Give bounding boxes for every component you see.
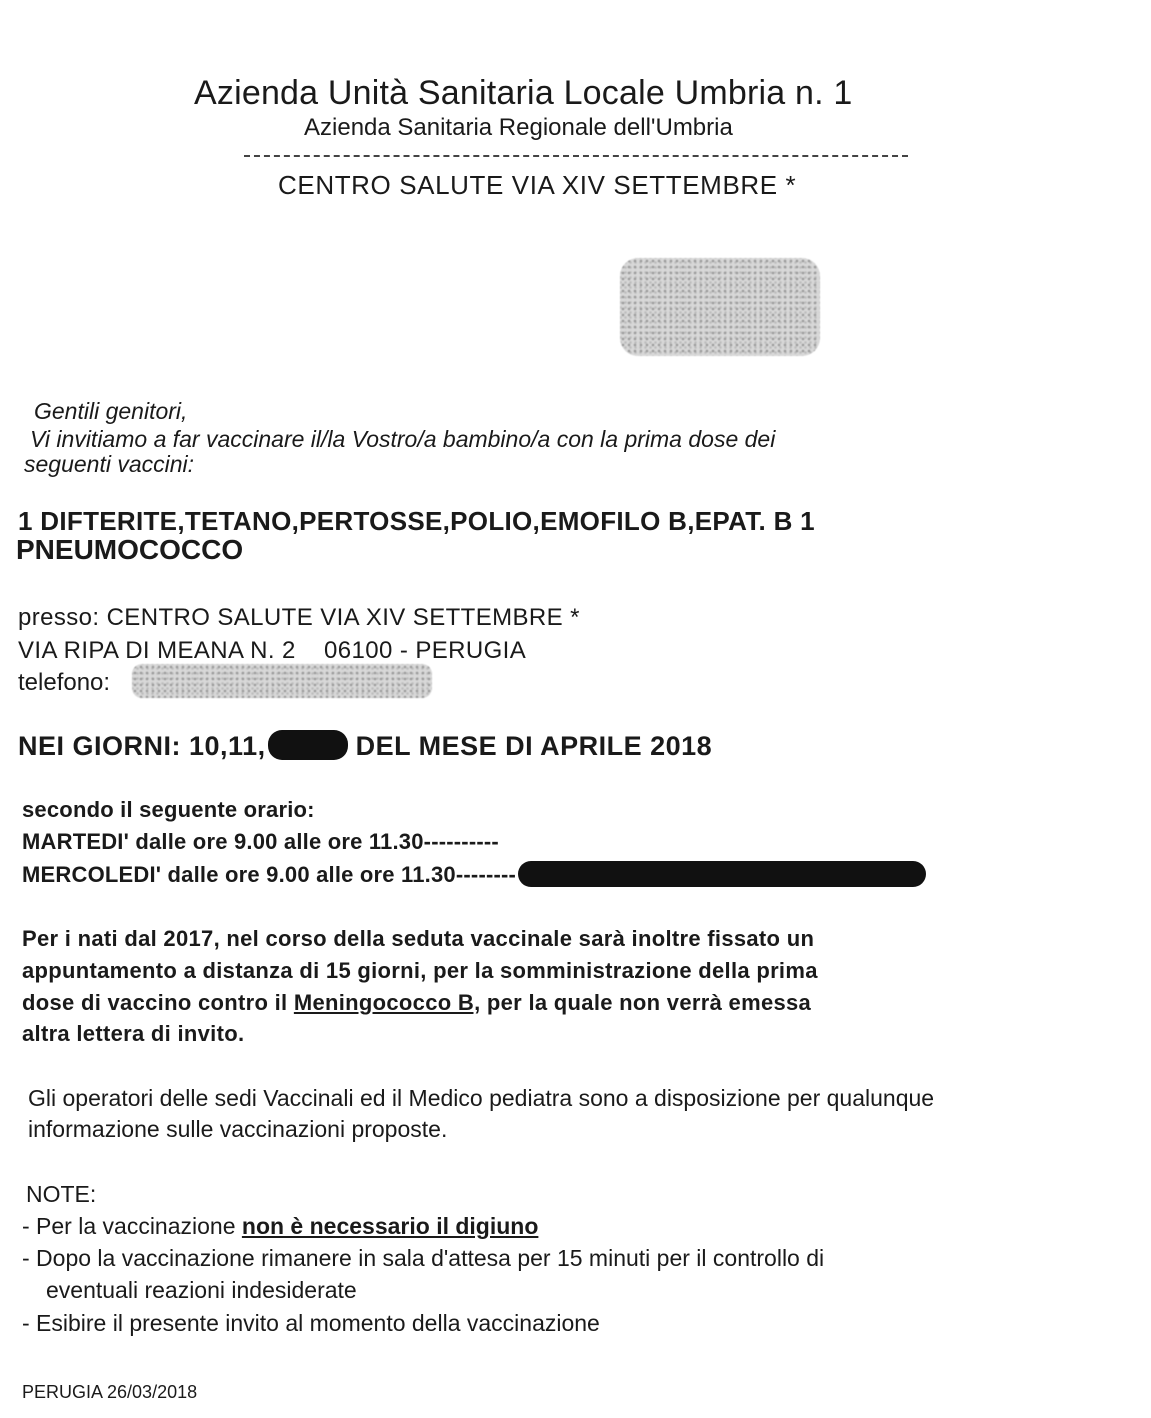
location-presso: presso: CENTRO SALUTE VIA XIV SETTEMBRE * (18, 604, 580, 631)
location-address: VIA RIPA DI MEANA N. 2 06100 - PERUGIA (18, 637, 527, 664)
meningococco-b-underlined: Meningococco B, (293, 990, 481, 1015)
schedule-tuesday: MARTEDI' dalle ore 9.00 alle ore 11.30---------- (22, 829, 499, 854)
location-phone-label: telefono: (18, 669, 111, 696)
schedule-wednesday (22, 861, 926, 888)
operators-line-2: informazione sulle vaccinazioni proposte. (28, 1116, 448, 1142)
greeting-salutation: Gentili genitori, (34, 398, 188, 424)
meningococco-line-2: appuntamento a distanza di 15 giorni, per la somministrazione della prima (22, 958, 818, 983)
meningococco-line-3-end: per la quale non verrà emessa (480, 990, 812, 1015)
meningococco-line-1: Per i nati dal 2017, nel corso della seduta vaccinale sarà inoltre fissato un (22, 926, 815, 951)
meningococco-line-3-start: dose di vaccino contro il (22, 990, 294, 1015)
redacted-afternoon-hours (518, 861, 926, 887)
meningococco-line-3 (22, 990, 811, 1016)
days-prefix: NEI GIORNI: 10,11, (18, 731, 266, 761)
vaccination-days (18, 730, 712, 762)
vaccine-list-line-2: PNEUMOCOCCO (16, 534, 244, 565)
days-suffix: DEL MESE DI APRILE 2018 (355, 731, 713, 761)
redacted-days-mark (268, 730, 348, 760)
vaccine-list-line-1: 1 DIFTERITE,TETANO,PERTOSSE,POLIO,EMOFILO B,EPAT. B 1 (18, 506, 815, 536)
note-waiting-room: - Dopo la vaccinazione rimanere in sala d'attesa per 15 minuti per il controllo di (22, 1245, 825, 1271)
note-fasting-text: - Per la vaccinazione (22, 1213, 242, 1239)
greeting-invitation: Vi invitiamo a far vaccinare il/la Vostro/a bambino/a con la prima dose dei (30, 426, 776, 452)
schedule-intro: secondo il seguente orario: (22, 797, 315, 822)
schedule-wednesday-text: MERCOLEDI' dalle ore 9.00 alle ore 11.30-------- (22, 862, 517, 887)
note-fasting (22, 1213, 538, 1240)
notes-title: NOTE: (26, 1181, 97, 1207)
note-fasting-emphasis: non è necessario il digiuno (241, 1213, 539, 1239)
organization-subtitle: Azienda Sanitaria Regionale dell'Umbria (304, 114, 733, 141)
note-show-invitation: - Esibire il presente invito al momento della vaccinazione (22, 1310, 600, 1336)
place-and-date: PERUGIA 26/03/2018 (22, 1382, 198, 1402)
header-divider (244, 155, 908, 157)
organization-title: Azienda Unità Sanitaria Locale Umbria n. 1 (194, 74, 853, 112)
note-waiting-room-continued: eventuali reazioni indesiderate (46, 1277, 357, 1303)
operators-line-1: Gli operatori delle sedi Vaccinali ed il Medico pediatra sono a disposizione per qualunque (28, 1085, 935, 1111)
health-center-name: CENTRO SALUTE VIA XIV SETTEMBRE * (278, 170, 797, 200)
redacted-recipient-block (620, 258, 820, 356)
greeting-continuation: seguenti vaccini: (24, 451, 195, 477)
redacted-phone-number (132, 664, 432, 698)
meningococco-line-4: altra lettera di invito. (22, 1021, 245, 1046)
